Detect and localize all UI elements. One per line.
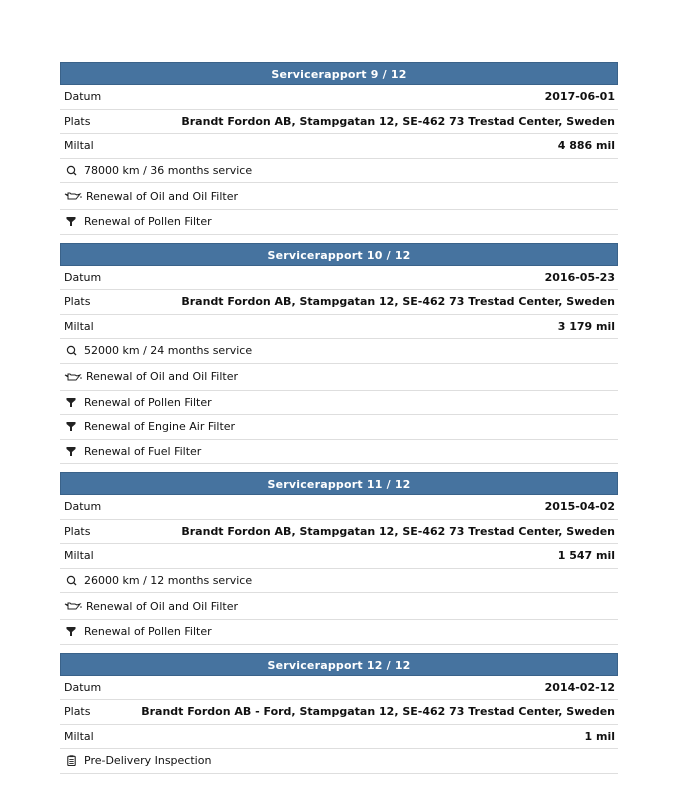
mileage-value: 4 886 mil xyxy=(557,139,615,153)
service-item-text: 26000 km / 12 months service xyxy=(84,573,253,587)
oil-can-icon xyxy=(64,600,82,612)
location-value: Brandt Fordon AB, Stampgatan 12, SE-462 73 Trestad Center, Sweden xyxy=(181,295,615,309)
service-item-text: 52000 km / 24 months service xyxy=(84,344,253,358)
service-item xyxy=(60,183,618,210)
filter-funnel-icon xyxy=(64,216,78,228)
oil-can-icon xyxy=(64,371,82,383)
filter-funnel-icon xyxy=(64,626,78,638)
service-item xyxy=(60,569,618,594)
date-label: Datum xyxy=(64,90,102,104)
service-item-text: 78000 km / 36 months service xyxy=(84,163,253,177)
service-report xyxy=(60,653,618,774)
mileage-value: 1 mil xyxy=(584,729,615,743)
filter-funnel-icon xyxy=(64,396,78,408)
date-label: Datum xyxy=(64,680,102,694)
mileage-row xyxy=(60,544,618,569)
oil-can-icon xyxy=(64,190,82,202)
date-label: Datum xyxy=(64,270,102,284)
service-item xyxy=(60,440,618,465)
date-label: Datum xyxy=(64,500,102,514)
mileage-row xyxy=(60,134,618,159)
service-item xyxy=(60,364,618,391)
location-label: Plats xyxy=(64,524,91,538)
location-value: Brandt Fordon AB, Stampgatan 12, SE-462 73 Trestad Center, Sweden xyxy=(181,524,615,538)
magnifier-icon xyxy=(64,345,78,357)
service-item xyxy=(60,593,618,620)
mileage-value: 1 547 mil xyxy=(557,549,615,563)
service-history xyxy=(60,62,618,782)
location-value: Brandt Fordon AB - Ford, Stampgatan 12, SE-462 73 Trestad Center, Sweden xyxy=(141,705,615,719)
date-value: 2017-06-01 xyxy=(544,90,615,104)
mileage-label: Miltal xyxy=(64,729,94,743)
date-row xyxy=(60,495,618,520)
service-item xyxy=(60,620,618,645)
service-report xyxy=(60,472,618,645)
location-row xyxy=(60,110,618,135)
date-row xyxy=(60,85,618,110)
location-row xyxy=(60,290,618,315)
service-report xyxy=(60,62,618,235)
service-item xyxy=(60,339,618,364)
filter-funnel-icon xyxy=(64,421,78,433)
service-item-text: Renewal of Oil and Oil Filter xyxy=(86,370,239,383)
date-value: 2014-02-12 xyxy=(544,680,615,694)
service-item-text: Renewal of Pollen Filter xyxy=(84,395,212,409)
service-item-text: Renewal of Pollen Filter xyxy=(84,625,212,639)
service-item-text: Renewal of Pollen Filter xyxy=(84,215,212,229)
report-header: Servicerapport 9 / 12 xyxy=(60,62,618,85)
service-item-text: Renewal of Oil and Oil Filter xyxy=(86,599,239,613)
location-value: Brandt Fordon AB, Stampgatan 12, SE-462 73 Trestad Center, Sweden xyxy=(181,114,615,128)
mileage-label: Miltal xyxy=(64,319,94,333)
service-item xyxy=(60,391,618,416)
report-header: Servicerapport 12 / 12 xyxy=(60,653,618,676)
service-item xyxy=(60,415,618,440)
service-item-text: Renewal of Engine Air Filter xyxy=(84,420,236,434)
service-item-text: Pre-Delivery Inspection xyxy=(84,754,212,768)
location-label: Plats xyxy=(64,114,91,128)
mileage-value: 3 179 mil xyxy=(557,319,615,333)
report-header: Servicerapport 11 / 12 xyxy=(60,472,618,495)
date-row xyxy=(60,676,618,701)
magnifier-icon xyxy=(64,164,78,176)
magnifier-icon xyxy=(64,574,78,586)
report-header: Servicerapport 10 / 12 xyxy=(60,243,618,266)
mileage-row xyxy=(60,725,618,750)
date-row xyxy=(60,266,618,291)
clipboard-icon xyxy=(64,755,78,767)
mileage-row xyxy=(60,315,618,340)
mileage-label: Miltal xyxy=(64,549,94,563)
service-item xyxy=(60,749,618,774)
location-row xyxy=(60,700,618,725)
location-label: Plats xyxy=(64,705,91,719)
service-item xyxy=(60,210,618,235)
date-value: 2016-05-23 xyxy=(544,270,615,284)
service-item-text: Renewal of Oil and Oil Filter xyxy=(86,189,239,203)
filter-funnel-icon xyxy=(64,445,78,457)
service-report xyxy=(60,243,618,465)
location-row xyxy=(60,520,618,545)
service-item-text: Renewal of Fuel Filter xyxy=(84,444,202,458)
location-label: Plats xyxy=(64,295,91,309)
date-value: 2015-04-02 xyxy=(544,500,615,514)
service-item xyxy=(60,159,618,184)
mileage-label: Miltal xyxy=(64,139,94,153)
